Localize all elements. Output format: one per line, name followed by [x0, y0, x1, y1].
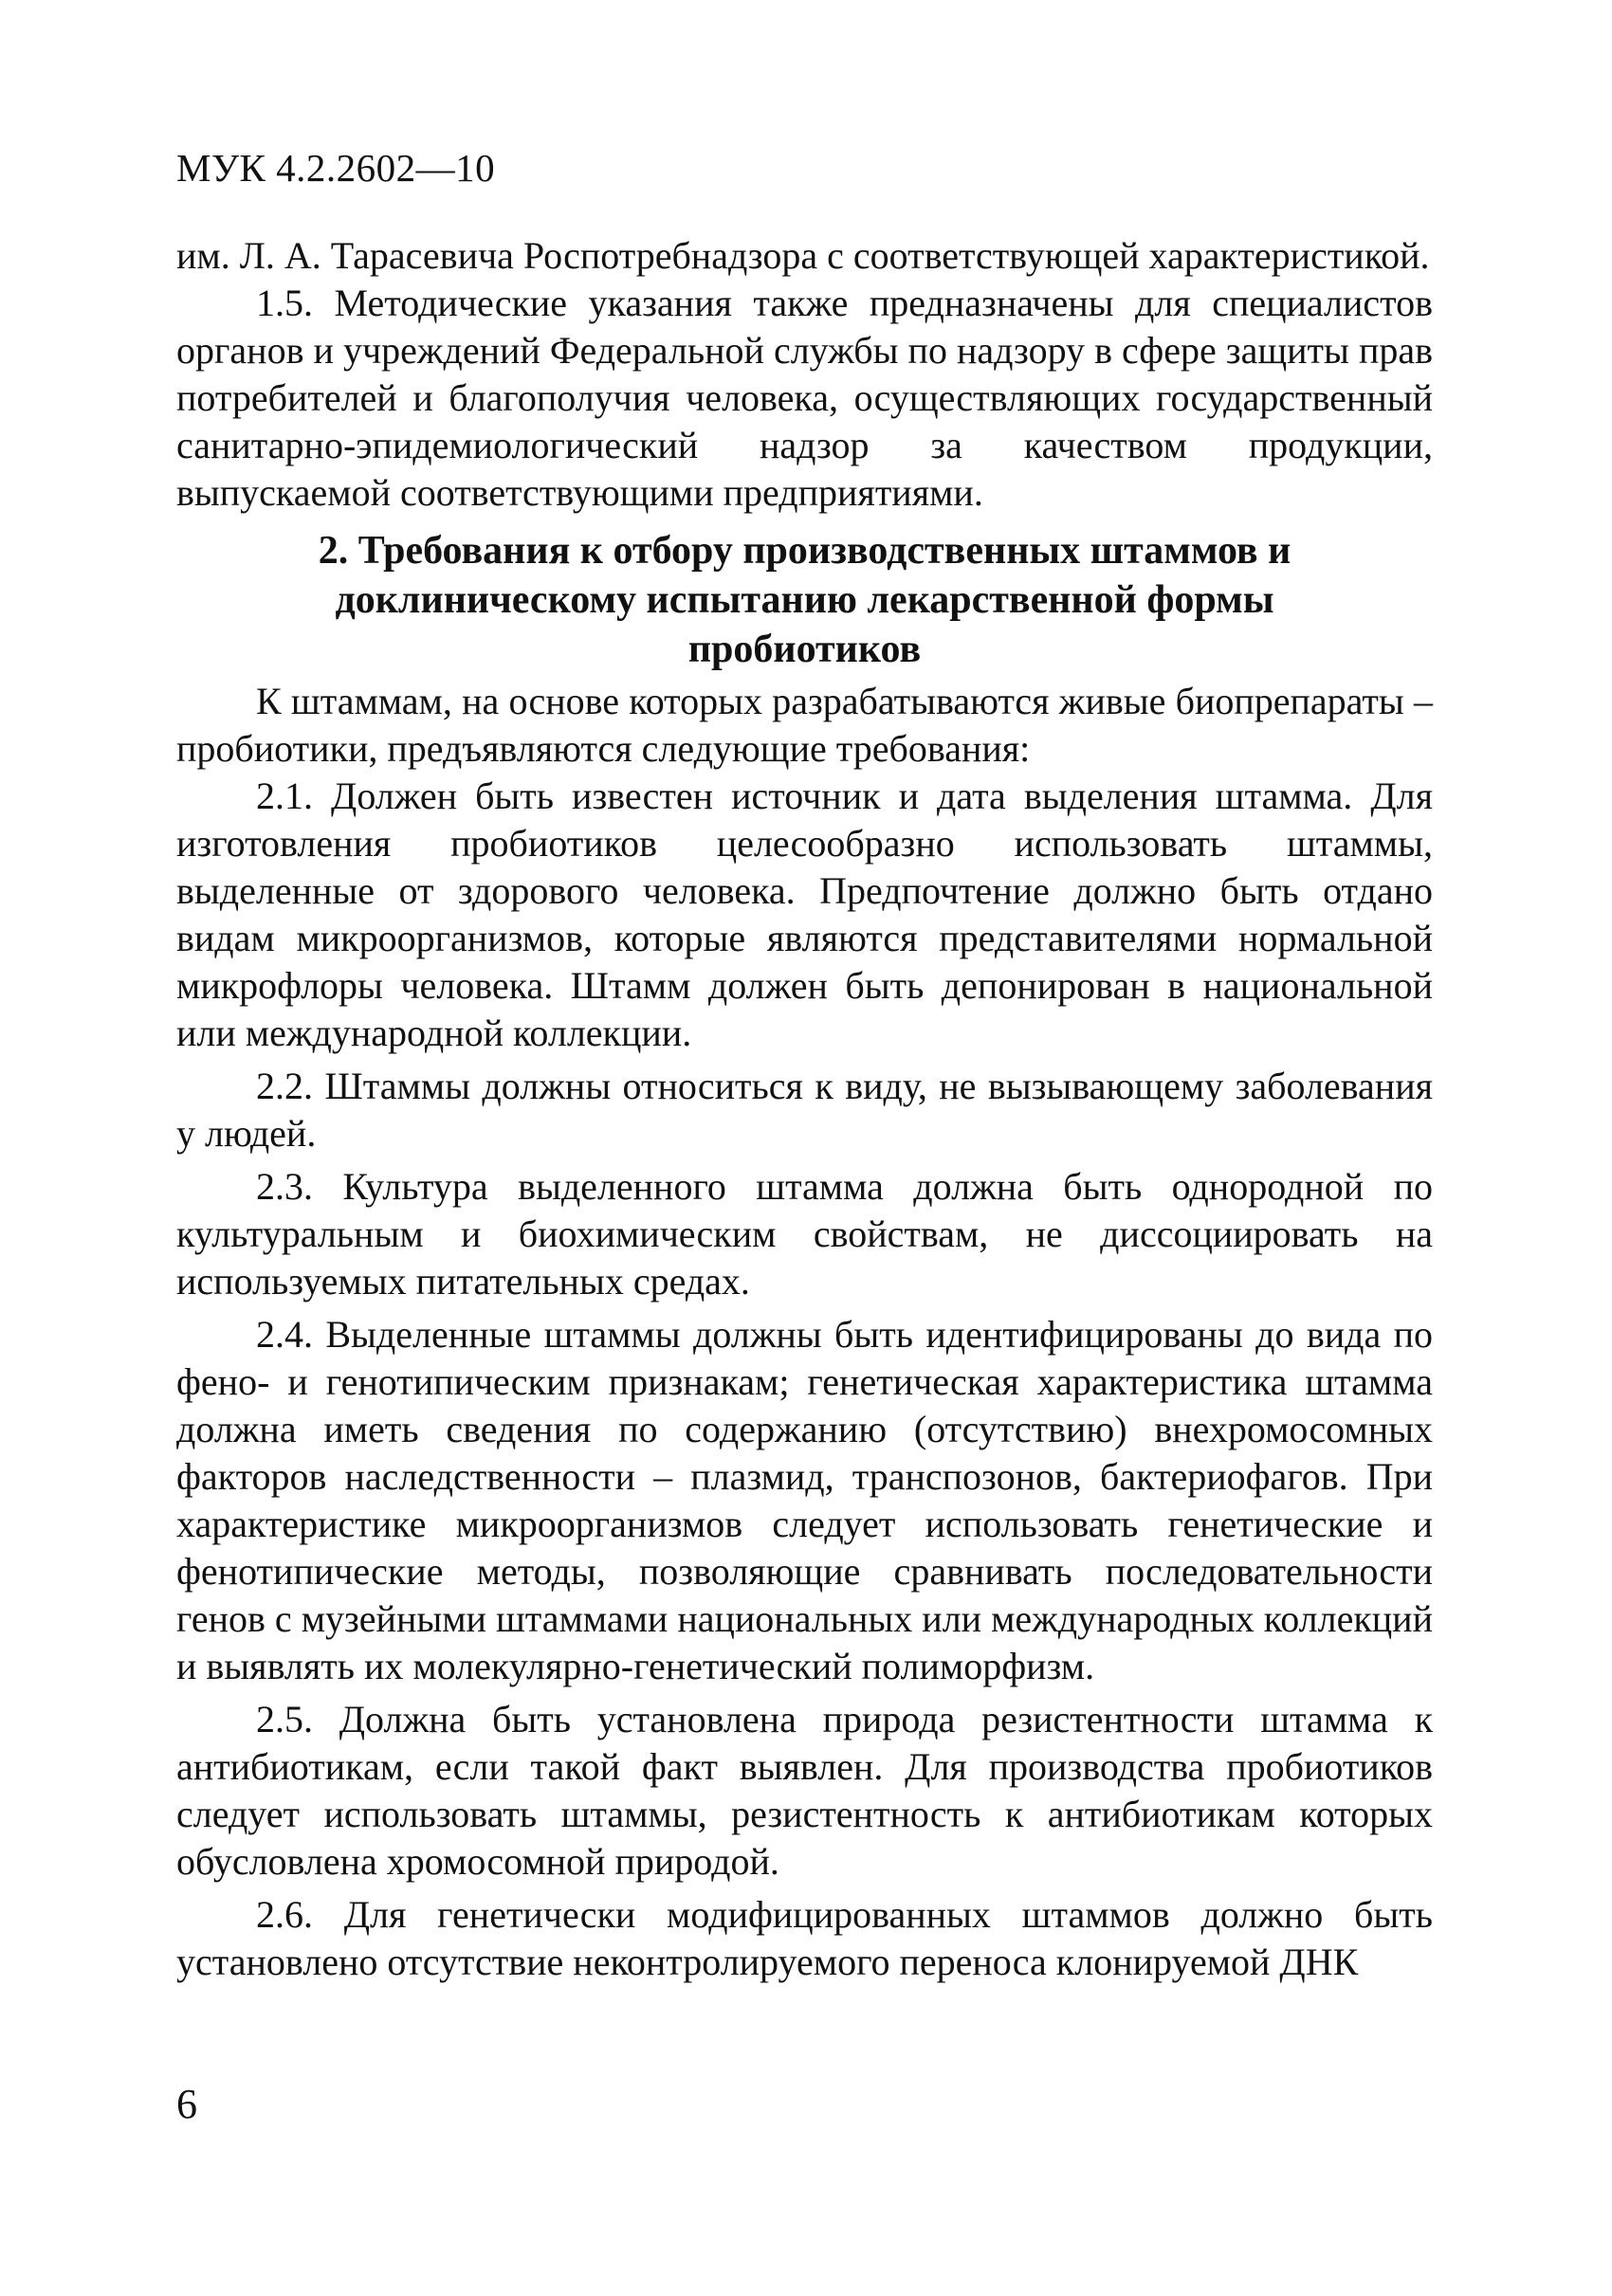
- paragraph-2-1: 2.1. Должен быть известен источник и дата выделения штамма. Для изготовления пробиотиков целесообразно использовать штаммы, выделенные от здорового человека. Предпочтение должно быть отдано видам микроорганизмов, которые являются представителями нормальной микрофлоры человека. Штамм должен быть депонирован в национальной или международной коллекции.: [176, 774, 1433, 1054]
- section-2-heading-line: 2. Требования к отбору производственных штаммов и: [318, 529, 1291, 573]
- paragraph-continuation: им. Л. А. Тарасевича Роспотребнадзора с соответствующей характеристикой.: [176, 234, 1430, 277]
- paragraph-intro: К штаммам, на основе которых разрабатываются живые биопрепараты – пробиотики, предъявляются следующие требования:: [176, 680, 1433, 770]
- page-body: [176, 232, 1433, 1986]
- running-header: МУК 4.2.2602—10: [176, 146, 496, 190]
- page-number: 6: [176, 2081, 197, 2127]
- paragraph-2-6: 2.6. Для генетически модифицированных штаммов должно быть установлено отсутствие неконтролируемого переноса клонируемой ДНК: [176, 1893, 1433, 1983]
- paragraph-2-4: 2.4. Выделенные штаммы должны быть идентифицированы до вида по фено- и генотипическим признакам; генетическая характеристика штамма должна иметь сведения по содержанию (отсутствию) внехромосомных факторов наследственности – плазмид, транспозонов, бактериофагов. При характеристике микроорганизмов следует использовать генетические и фенотипические методы, позволяющие сравнивать последовательности генов с музейными штаммами национальных или международных коллекций и выявлять их молекулярно-генетический полиморфизм.: [176, 1313, 1433, 1687]
- section-2-heading-line: доклиническому испытанию лекарственной формы: [335, 578, 1274, 622]
- paragraph-2-3: 2.3. Культура выделенного штамма должна быть однородной по культуральным и биохимическим свойствам, не диссоциировать на используемых питательных средах.: [176, 1165, 1433, 1303]
- paragraph-2-5: 2.5. Должна быть установлена природа резистентности штамма к антибиотикам, если такой факт выявлен. Для производства пробиотиков следует использовать штаммы, резистентность к антибиотикам которых обусловлена хромосомной природой.: [176, 1698, 1433, 1883]
- section-2-heading-line: пробиотиков: [687, 628, 922, 671]
- paragraph-2-2: 2.2. Штаммы должны относиться к виду, не вызывающему заболевания у людей.: [176, 1065, 1433, 1155]
- paragraph-1-5: 1.5. Методические указания также предназначены для специалистов органов и учреждений Федеральной службы по надзору в сфере защиты прав потребителей и благополучия человека, осуществляющих государственный санитарно-эпидемиологический надзор за качеством продукции, выпускаемой соответствующими предприятиями.: [176, 282, 1433, 514]
- section-2-heading: [176, 526, 1433, 674]
